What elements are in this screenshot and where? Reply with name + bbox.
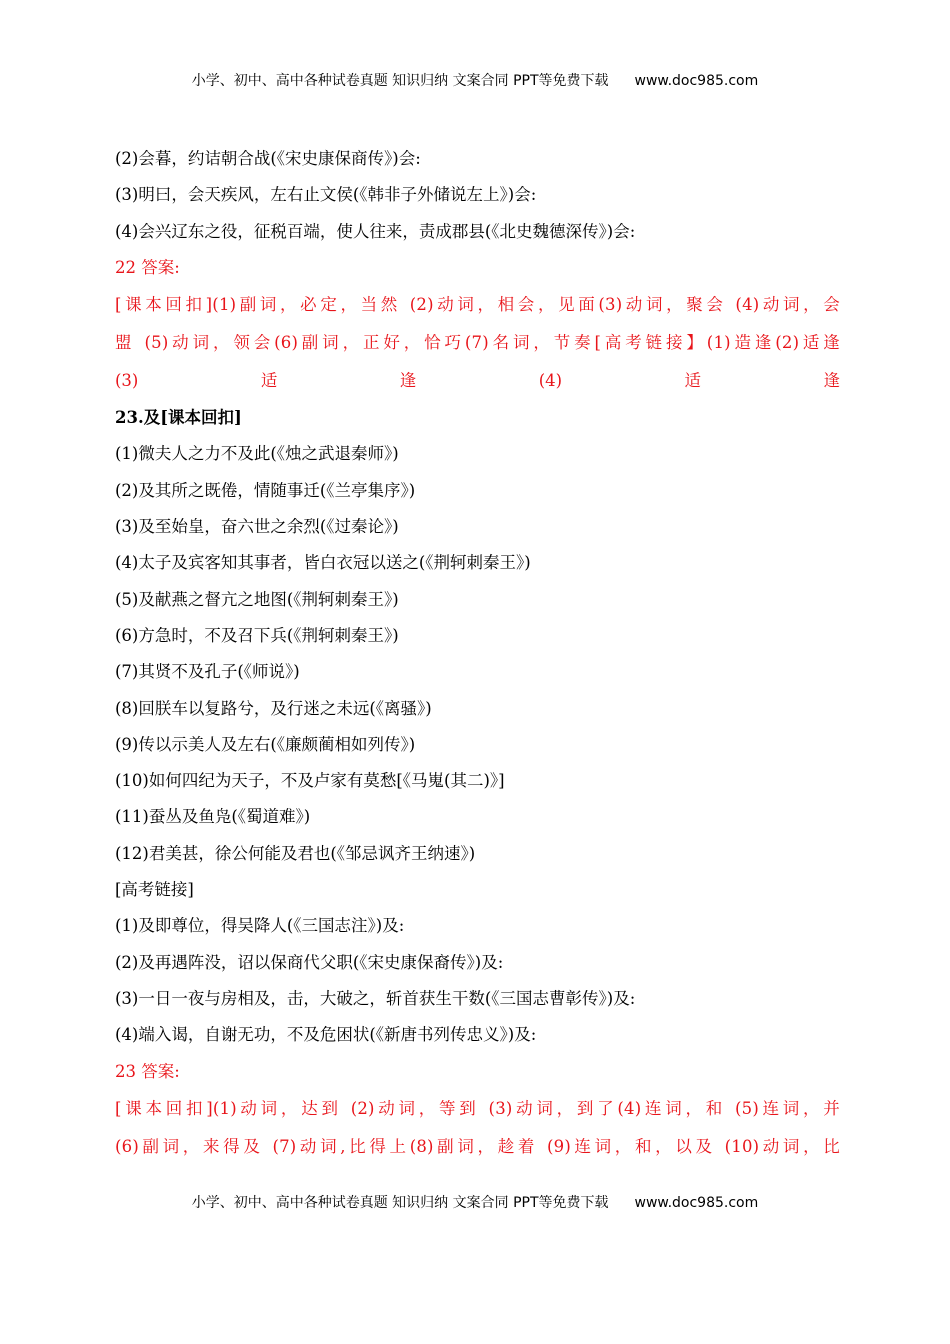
list-item: (5)及献燕之督亢之地图(《荆轲刺秦王》) — [115, 589, 399, 609]
page-footer — [0, 1192, 950, 1212]
list-item: (3)一日一夜与房相及，击，大破之，斩首获生干数(《三国志曹彰传》)及: — [115, 988, 636, 1008]
answer-23-title: 23 答案: — [115, 1061, 180, 1081]
list-item: (4)太子及宾客知其事者，皆白衣冠以送之(《荆轲刺秦王》) — [115, 553, 531, 573]
answer-line: (3)适逢(4)适逢 — [115, 371, 840, 391]
section-23-title: 23.及[课本回扣] — [115, 408, 242, 428]
answer-23-body — [115, 1090, 840, 1166]
list-item: (6)方急时，不及召下兵(《荆轲刺秦王》) — [115, 625, 399, 645]
list-item: (12)君美甚，徐公何能及君也(《邹忌讽齐王纳速》) — [115, 843, 476, 863]
footer-url[interactable]: www.doc985.com — [634, 1195, 759, 1211]
document-body — [115, 141, 840, 1166]
list-item: (2)及再遇阵没，诏以保商代父职(《宋史康保裔传》)及: — [115, 952, 504, 972]
list-item: (3)及至始皇，奋六世之余烈(《过秦论》) — [115, 517, 399, 537]
list-item: (11)蚕丛及鱼凫(《蜀道难》) — [115, 807, 311, 827]
list-item: (8)回朕车以复路兮，及行迷之未远(《离骚》) — [115, 698, 432, 718]
header-url[interactable]: www.doc985.com — [634, 73, 759, 89]
link-section-title: [高考链接] — [115, 880, 194, 900]
list-item: (3)明曰，会天疾风，左右止文侯(《韩非子外储说左上》)会: — [115, 185, 537, 205]
list-item: (4)端入谒，自谢无功，不及危困状(《新唐书列传忠义》)及: — [115, 1025, 537, 1045]
footer-text: 小学、初中、高中各种试卷真题 知识归纳 文案合同 PPT等免费下载 — [191, 1195, 609, 1211]
list-item: (7)其贤不及孔子(《师说》) — [115, 662, 300, 682]
page-header — [0, 70, 950, 90]
list-item: (4)会兴辽东之役，征税百端，使人往来，责成郡县(《北史魏德深传》)会: — [115, 221, 636, 241]
answer-line: 盟 (5)动词，领会(6)副词，正好，恰巧(7)名词，节奏[高考链接】(1)造逢(2)适逢 — [115, 333, 840, 353]
answer-line: [课本回扣](1)副词，必定，当然 (2)动词，相会，见面(3)动词，聚会 (4)动词，会 — [115, 295, 840, 315]
list-item: (2)会暮，约诘朝合战(《宋史康保商传》)会: — [115, 149, 421, 168]
list-item: (1)微夫人之力不及此(《烛之武退秦师》) — [115, 444, 399, 464]
answer-22-title: 22 答案: — [115, 257, 180, 277]
list-item: (1)及即尊位，得吴降人(《三国志注》)及: — [115, 916, 405, 936]
header-text: 小学、初中、高中各种试卷真题 知识归纳 文案合同 PPT等免费下载 — [191, 73, 609, 89]
answer-line: (6)副词，来得及 (7)动词,比得上(8)副词，趁着 (9)连词，和，以及 (10)动词，比 — [115, 1136, 840, 1156]
list-item: (2)及其所之既倦，情随事迁(《兰亭集序》) — [115, 480, 416, 500]
answer-22-body — [115, 286, 840, 400]
list-item: (9)传以示美人及左右(《廉颇蔺相如列传》) — [115, 734, 416, 754]
list-item: (10)如何四纪为天子，不及卢家有莫愁[《马嵬(其二)》] — [115, 771, 505, 791]
answer-line: [课本回扣](1)动词，达到 (2)动词，等到 (3)动词，到了(4)连词，和 (5)连词，并 — [115, 1098, 840, 1118]
